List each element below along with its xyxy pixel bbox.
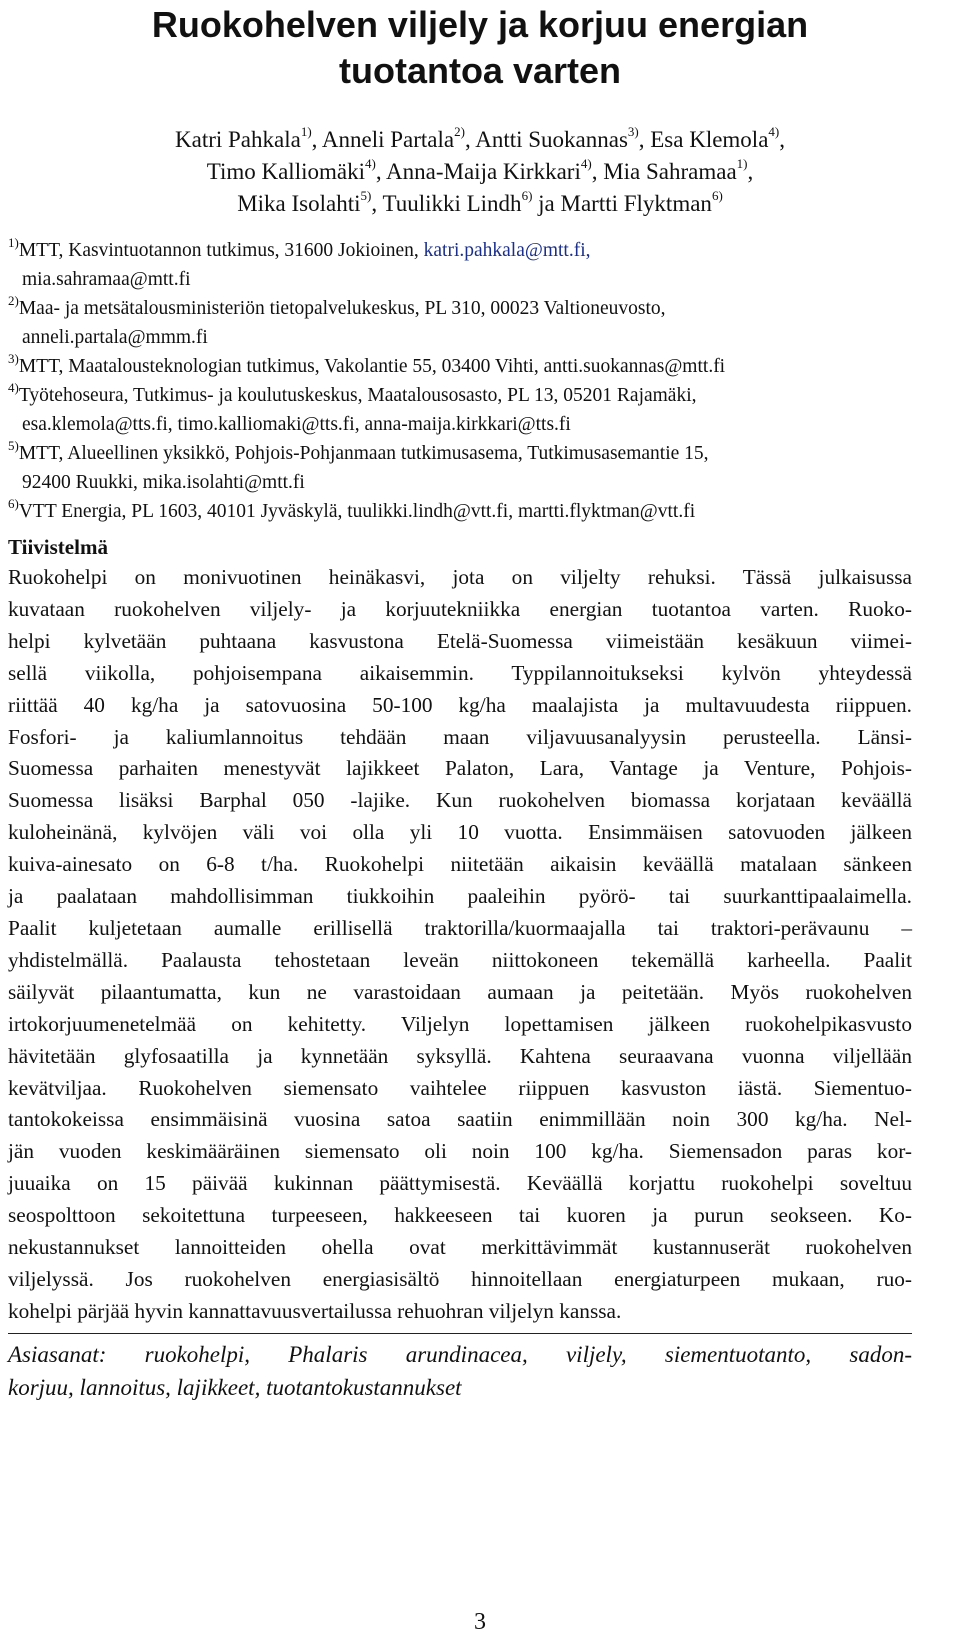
affiliation-item: [8, 497, 908, 526]
author-name: Martti Flyktman: [560, 191, 712, 216]
affiliation-text: MTT, Alueellinen yksikkö, Pohjois-Pohjanmaan tutkimusasema, Tutkimusasemantie 15,: [18, 443, 709, 464]
abstract-line: Paalit kuljetetaan aumalle erillisellä traktorilla/kuormaajalla tai traktori-perävaunu –: [8, 915, 912, 940]
abstract-line: Suomessa lisäksi Barphal 050 -lajike. Kun ruokohelven biomassa korjataan keväällä: [8, 788, 912, 813]
affiliation-continuation: esa.klemola@tts.fi, timo.kalliomaki@tts.fi, anna-maija.kirkkari@tts.fi: [22, 414, 571, 435]
abstract-line: kevätviljaa. Ruokohelven siemensato vaihtelee riippuen kasvuston iästä. Siementuo-: [8, 1075, 912, 1100]
affiliation-item: [8, 236, 908, 294]
author-affiliation-mark: 2): [454, 124, 465, 140]
affiliation-mark: 3): [8, 350, 19, 366]
page-number: 3: [474, 1609, 486, 1635]
author-name: Timo Kalliomäki: [206, 159, 365, 184]
author-line: [60, 188, 900, 220]
author-separator: ,: [747, 159, 754, 184]
author-name: Antti Suokannas: [475, 127, 628, 152]
author-separator: ,: [371, 191, 383, 216]
author-affiliation-mark: 1): [300, 124, 312, 140]
affiliation-text: Maa- ja metsätalousministeriön tietopalvelukeskus, PL 310, 00023 Valtioneuvosto,: [18, 298, 666, 319]
author-line: [60, 156, 900, 188]
author-affiliation-mark: 6): [521, 188, 533, 204]
keywords-line: Asiasanat: ruokohelpi, Phalaris arundinacea, viljely, siementuotanto, sadon-: [8, 1342, 912, 1367]
author-line: [60, 124, 900, 156]
author-name: Esa Klemola: [650, 127, 769, 152]
author-name: Mia Sahramaa: [603, 159, 737, 184]
affiliation-continuation: mia.sahramaa@mtt.fi: [22, 269, 191, 290]
abstract-body: [8, 562, 912, 1328]
author-list: [60, 124, 900, 220]
author-separator: ,: [311, 127, 322, 152]
abstract-line: sellä viikolla, pohjoisempana aikaisemmin. Typpilannoitukseksi kylvön yhteydessä: [8, 660, 912, 685]
author-affiliation-mark: 6): [711, 188, 723, 204]
paper-title: [40, 2, 920, 94]
abstract-line: juuaika on 15 päivää kukinnan päättymisestä. Keväällä korjattu ruokohelpi soveltuu: [8, 1171, 912, 1196]
affiliation-item: [8, 352, 908, 381]
abstract-line: viljelyssä. Jos ruokohelven energiasisältö hinnoitellaan energiaturpeen mukaan, ruo-: [8, 1266, 912, 1291]
abstract-line: Fosfori- ja kaliumlannoitus tehdään maan viljavuusanalyysin perusteella. Länsi-: [8, 724, 912, 749]
affiliation-mark: 5): [8, 437, 19, 453]
abstract-line: ja paalataan mahdollisimman tiukkoihin paaleihin pyörö- tai suurkanttipaalaimella.: [8, 884, 912, 909]
author-separator: ,: [464, 127, 476, 152]
author-separator: ,: [779, 127, 785, 152]
title-line-1: Ruokohelven viljely ja korjuu energian: [151, 4, 809, 45]
author-affiliation-mark: 5): [360, 188, 372, 204]
keywords-block: [8, 1338, 912, 1404]
abstract-line: riittää 40 kg/ha ja satovuosina 50-100 kg/ha maalajista ja multavuudesta riippuen.: [8, 692, 912, 717]
author-separator: ,: [375, 159, 387, 184]
abstract-heading: Tiivistelmä: [8, 535, 108, 559]
affiliation-text: VTT Energia, PL 1603, 40101 Jyväskylä, tuulikki.lindh@vtt.fi, martti.flyktman@vtt.fi: [18, 501, 696, 522]
abstract-line: irtokorjuumenetelmää on kehitetty. Viljelyn lopettamisen jälkeen ruokohelpikasvusto: [8, 1011, 912, 1036]
abstract-line: säilyvät pilaantumatta, kun ne varastoidaan aumaan ja peitetään. Myös ruokohelven: [8, 979, 912, 1004]
author-separator: ja: [532, 191, 561, 216]
abstract-line: Suomessa parhaiten menestyvät lajikkeet Palaton, Lara, Vantage ja Venture, Pohjois-: [8, 756, 912, 781]
abstract-line: kuloheinänä, kylvöjen väli voi olla yli 10 vuotta. Ensimmäisen satovuoden jälkeen: [8, 820, 912, 845]
affiliation-continuation: 92400 Ruukki, mika.isolahti@mtt.fi: [22, 472, 305, 493]
affiliation-mark: 1): [8, 234, 19, 250]
author-affiliation-mark: 4): [364, 156, 376, 172]
abstract-line: kuvataan ruokohelven viljely- ja korjuutekniikka energian tuotantoa varten. Ruoko-: [8, 596, 912, 621]
author-affiliation-mark: 4): [580, 156, 592, 172]
author-affiliation-mark: 4): [768, 124, 780, 140]
abstract-line: nekustannukset lannoitteiden ohella ovat merkittävimmät kustannuserät ruokohelven: [8, 1235, 912, 1260]
author-affiliation-mark: 3): [627, 124, 639, 140]
affiliation-continuation: anneli.partala@mmm.fi: [22, 327, 208, 348]
author-name: Mika Isolahti: [237, 191, 361, 216]
affiliation-text: MTT, Maatalousteknologian tutkimus, Vakolantie 55, 03400 Vihti, antti.suokannas@mtt.fi: [18, 356, 726, 377]
affiliation-text: Työtehoseura, Tutkimus- ja koulutuskeskus, Maatalousosasto, PL 13, 05201 Rajamäki,: [18, 385, 697, 406]
abstract-line: tantokokeissa ensimmäisinä vuosina satoa saatiin enimmillään noin 300 kg/ha. Nel-: [8, 1107, 912, 1132]
affiliation-mark: 4): [8, 379, 19, 395]
abstract-line: hävitetään glyfosaatilla ja kynnetään syksyllä. Kahtena seuraavana vuonna viljellään: [8, 1043, 912, 1068]
abstract-line: Ruokohelpi on monivuotinen heinäkasvi, jota on viljelty rehuksi. Tässä julkaisussa: [8, 565, 912, 589]
keywords-divider: [8, 1333, 912, 1334]
affiliation-mark: 2): [8, 292, 19, 308]
author-affiliation-mark: 1): [736, 156, 748, 172]
author-separator: ,: [591, 159, 604, 184]
abstract-line: seospolttoon sekoitettuna turpeeseen, hakkeeseen tai kuoren ja purun seokseen. Ko-: [8, 1203, 912, 1228]
author-separator: ,: [638, 127, 651, 152]
abstract-line: helpi kylvetään puhtaana kasvustona Etelä-Suomessa viimeistään kesäkuun viimei-: [8, 628, 912, 653]
abstract-line: kuiva-ainesato on 6-8 t/ha. Ruokohelpi niitetään aikaisin keväällä matalaan sänkeen: [8, 852, 912, 877]
author-name: Anna-Maija Kirkkari: [386, 159, 581, 184]
keywords-line: korjuu, lannoitus, lajikkeet, tuotantokustannukset: [8, 1375, 462, 1400]
author-name: Katri Pahkala: [175, 127, 301, 152]
abstract-line: kohelpi pärjää hyvin kannattavuusvertailussa rehuohran viljelyn kanssa.: [8, 1298, 622, 1323]
author-name: Tuulikki Lindh: [382, 191, 522, 216]
affiliation-item: [8, 294, 908, 352]
abstract-line: jän vuoden keskimääräinen siemensato oli noin 100 kg/ha. Siemensadon paras kor-: [8, 1139, 912, 1164]
affiliation-list: [8, 236, 908, 526]
affiliation-item: [8, 381, 908, 439]
affiliation-text: MTT, Kasvintuotannon tutkimus, 31600 Jokioinen,: [18, 240, 424, 261]
author-name: Anneli Partala: [321, 127, 455, 152]
abstract-line: yhdistelmällä. Paalausta tehostetaan leveän niittokoneen tekemällä karheella. Paalit: [8, 947, 912, 972]
affiliation-mark: 6): [8, 495, 19, 511]
title-line-2: tuotantoa varten: [338, 50, 622, 91]
email-link[interactable]: katri.pahkala@mtt.fi,: [423, 240, 591, 261]
affiliation-item: [8, 439, 908, 497]
